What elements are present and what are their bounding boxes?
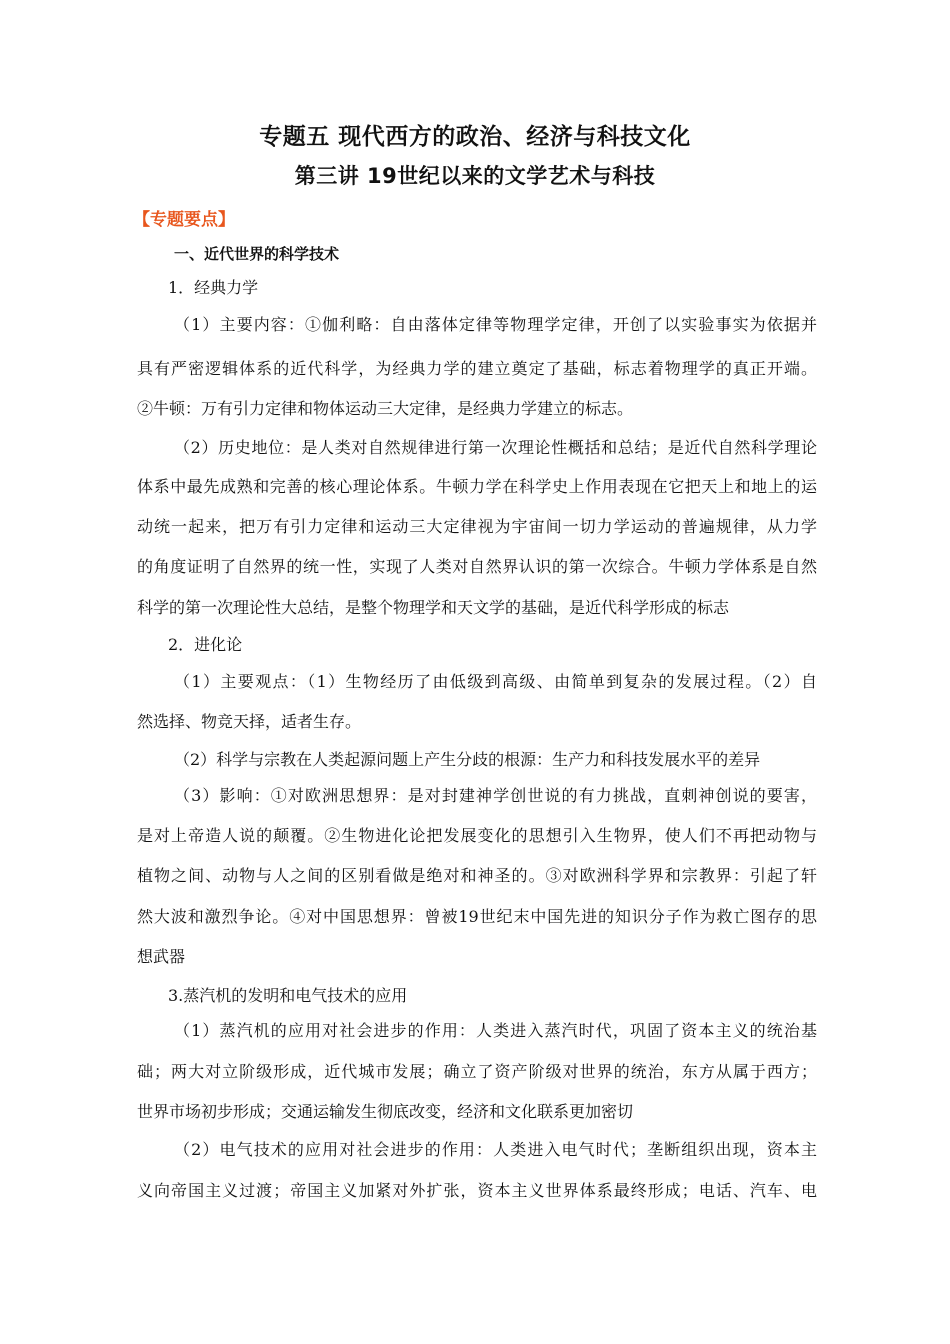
- paragraph-line: 具有严密逻辑体系的近代科学，为经典力学的建立奠定了基础，标志着物理学的真正开端。: [137, 359, 817, 378]
- paragraph-line: （3）影响：①对欧洲思想界：是对封建神学创世说的有力挑战，直刺神创说的要害，: [174, 786, 817, 805]
- paragraph-line: 是对上帝造人说的颠覆。②生物进化论把发展变化的思想引入生物界，使人们不再把动物与: [137, 826, 817, 845]
- paragraph-line: 动统一起来，把万有引力定律和运动三大定律视为宇宙间一切力学运动的普遍规律，从力学: [137, 517, 817, 536]
- paragraph-line: 的角度证明了自然界的统一性，实现了人类对自然界认识的第一次综合。牛顿力学体系是自然: [137, 557, 817, 576]
- paragraph-line: 础；两大对立阶级形成，近代城市发展；确立了资产阶级对世界的统治，东方从属于西方；: [137, 1062, 817, 1081]
- paragraph-line: 科学的第一次理论性大总结，是整个物理学和天文学的基础，是近代科学形成的标志: [137, 598, 730, 617]
- section-tag: 【专题要点】: [133, 210, 235, 230]
- paragraph-line: （2）科学与宗教在人类起源问题上产生分歧的根源：生产力和科技发展水平的差异: [174, 750, 761, 769]
- paragraph-line: （2）电气技术的应用对社会进步的作用：人类进入电气时代；垄断组织出现，资本主: [174, 1140, 817, 1159]
- paragraph-line: 想武器: [137, 947, 186, 966]
- document-title: 专题五 现代西方的政治、经济与科技文化: [259, 124, 691, 150]
- paragraph-line: （1）蒸汽机的应用对社会进步的作用：人类进入蒸汽时代，巩固了资本主义的统治基: [174, 1021, 817, 1040]
- paragraph-line: 义向帝国主义过渡；帝国主义加紧对外扩张，资本主义世界体系最终形成；电话、汽车、电: [137, 1181, 817, 1200]
- paragraph-line: （1）主要观点：（1）生物经历了由低级到高级、由简单到复杂的发展过程。（2）自: [174, 672, 817, 691]
- paragraph-line: 然选择、物竞天择，适者生存。: [137, 712, 362, 731]
- paragraph-line: 世界市场初步形成；交通运输发生彻底改变，经济和文化联系更加密切: [137, 1102, 634, 1121]
- paragraph-line: （1）主要内容：①伽利略：自由落体定律等物理学定律，开创了以实验事实为依据并: [174, 315, 817, 334]
- document-subtitle: 第三讲 19世纪以来的文学艺术与科技: [294, 164, 656, 188]
- paragraph-line: 植物之间、动物与人之间的区别看做是绝对和神圣的。③对欧洲科学界和宗教界：引起了轩: [137, 866, 817, 885]
- heading-evolution: 2．进化论: [168, 635, 243, 654]
- paragraph-line: 体系中最先成熟和完善的核心理论体系。牛顿力学在科学史上作用表现在它把天上和地上的运: [137, 477, 817, 496]
- paragraph-line: 然大波和激烈争论。④对中国思想界：曾被19世纪末中国先进的知识分子作为救亡图存的思: [137, 907, 817, 926]
- paragraph-line: （2）历史地位：是人类对自然规律进行第一次理论性概括和总结；是近代自然科学理论: [174, 438, 817, 457]
- heading-steam-electric: 3.蒸汽机的发明和电气技术的应用: [168, 986, 408, 1005]
- heading-science-tech: 一、近代世界的科学技术: [174, 245, 340, 263]
- paragraph-line: ②牛顿：万有引力定律和物体运动三大定律，是经典力学建立的标志。: [137, 399, 634, 418]
- heading-classical-mechanics: 1．经典力学: [168, 278, 259, 297]
